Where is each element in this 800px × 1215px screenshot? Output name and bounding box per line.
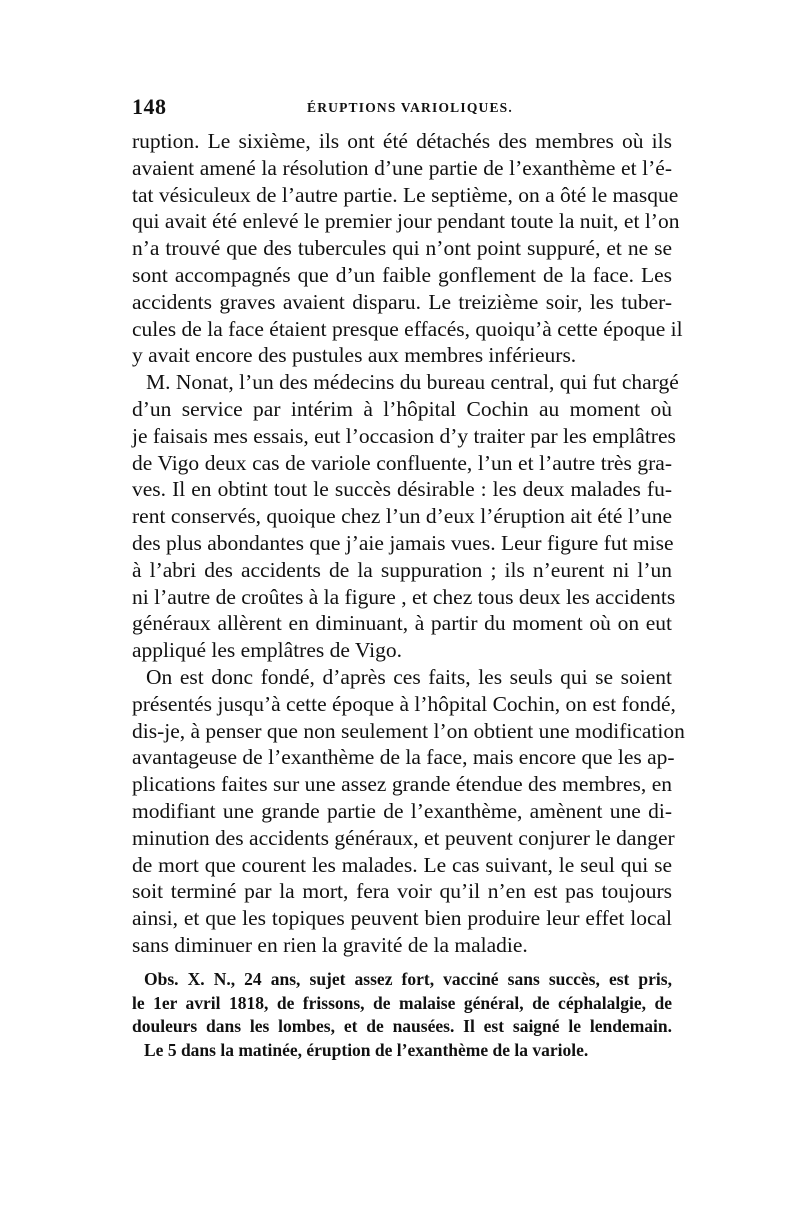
observation-line: douleurs dans les lombes, et de nausées. Il est saigné le lendemain.: [132, 1016, 672, 1036]
text-line: des plus abondantes que j’aie jamais vues. Leur figure fut mise: [132, 530, 674, 555]
observation-line: Obs. X. N., 24 ans, sujet assez fort, vacciné sans succès, est pris,: [144, 969, 672, 989]
page-number: 148: [132, 94, 167, 119]
text-line: ves. Il en obtint tout le succès désirable : les deux malades fu-: [132, 477, 672, 502]
text-line: modifiant une grande partie de l’exanthème, amènent une di-: [132, 798, 672, 823]
observation-line: Le 5 dans la matinée, éruption de l’exanthème de la variole.: [144, 1039, 589, 1060]
text-line: appliqué les emplâtres de Vigo.: [132, 638, 402, 663]
text-line: sont accompagnés que d’un faible gonflement de la face. Les: [132, 262, 672, 287]
text-line: cules de la face étaient presque effacés, quoiqu’à cette époque il: [132, 316, 683, 341]
text-line: accidents graves avaient disparu. Le treizième soir, les tuber-: [132, 289, 672, 314]
text-line: ni l’autre de croûtes à la figure , et chez tous deux les accidents: [132, 584, 676, 609]
text-line: sans diminuer en rien la gravité de la maladie.: [132, 932, 528, 957]
paragraph-start-line: M. Nonat, l’un des médecins du bureau central, qui fut chargé: [146, 370, 679, 395]
text-line: ruption. Le sixième, ils ont été détachés des membres où ils: [132, 129, 672, 153]
text-line: généraux allèrent en diminuant, à partir du moment où on eut: [132, 611, 672, 636]
page-header: [132, 94, 672, 124]
paragraph-start-line: On est donc fondé, d’après ces faits, les seuls qui se soient: [146, 664, 672, 689]
text-line: plications faites sur une assez grande étendue des membres, en: [132, 772, 672, 797]
observation-block: [132, 968, 672, 1062]
text-line: rent conservés, quoique chez l’un d’eux l’éruption ait été l’une: [132, 504, 672, 529]
text-line: de mort que courent les malades. Le cas suivant, le seul qui se: [132, 852, 672, 877]
text-line: n’a trouvé que des tubercules qui n’ont point suppuré, et ne se: [132, 236, 672, 261]
text-line: avantageuse de l’exanthème de la face, mais encore que les ap-: [132, 745, 675, 770]
observation-line: le 1er avril 1818, de frissons, de malaise général, de céphalalgie, de: [132, 992, 672, 1013]
text-line: de Vigo deux cas de variole confluente, l’un et l’autre très gra-: [132, 450, 672, 475]
text-line: dis-je, à penser que non seulement l’on obtient une modification: [132, 718, 685, 743]
text-line: tat vésiculeux de l’autre partie. Le septième, on a ôté le masque: [132, 182, 679, 207]
text-line: je faisais mes essais, eut l’occasion d’y traiter par les emplâtres: [132, 423, 676, 448]
text-line: soit terminé par la mort, fera voir qu’il n’en est pas toujours: [132, 879, 672, 904]
text-line: d’un service par intérim à l’hôpital Cochin au moment où: [132, 396, 672, 421]
text-line: présentés jusqu’à cette époque à l’hôpital Cochin, on est fondé,: [132, 691, 676, 716]
text-line: qui avait été enlevé le premier jour pendant toute la nuit, et l’on: [132, 209, 680, 234]
text-line: avaient amené la résolution d’une partie de l’exanthème et l’é-: [132, 155, 672, 180]
running-title: ÉRUPTIONS VARIOLIQUES.: [307, 100, 513, 115]
text-line: à l’abri des accidents de la suppuration ; ils n’eurent ni l’un: [132, 557, 672, 582]
body-text: [132, 128, 685, 959]
text-line: y avait encore des pustules aux membres inférieurs.: [132, 343, 577, 368]
text-line: ainsi, et que les topiques peuvent bien produire leur effet local: [132, 906, 672, 931]
text-line: minution des accidents généraux, et peuvent conjurer le danger: [132, 825, 675, 850]
